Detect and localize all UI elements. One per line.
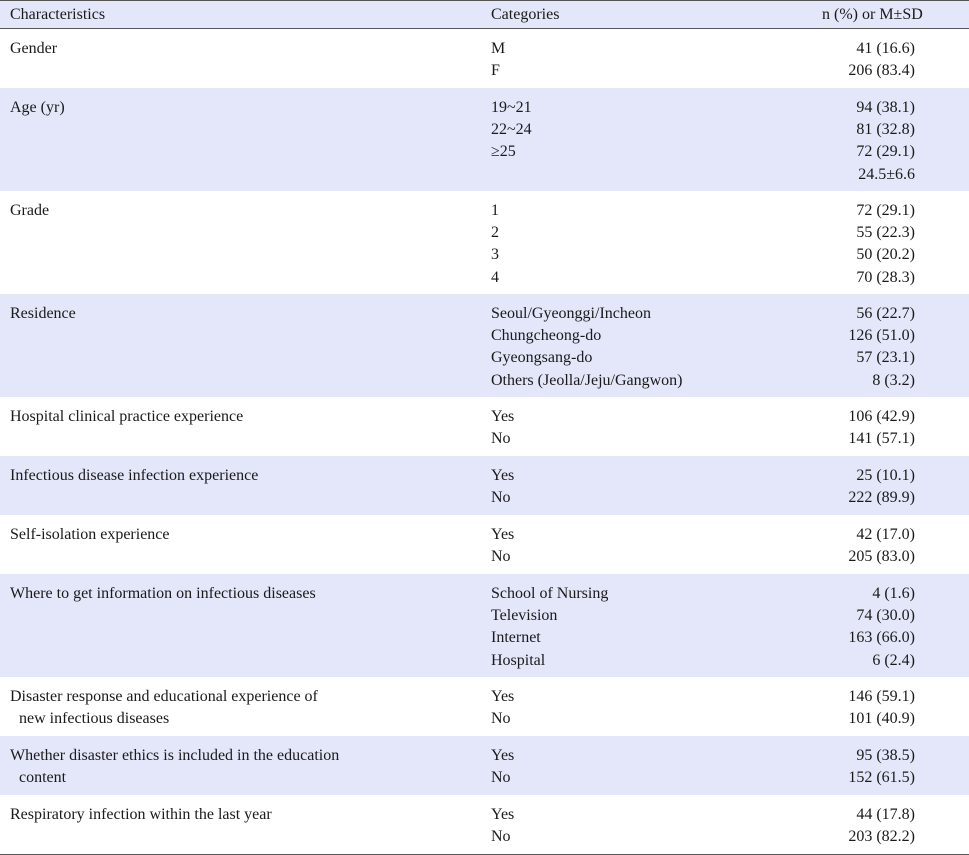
characteristic-label: Where to get information on infectious diseases [10, 585, 316, 602]
category-cell [481, 406, 741, 456]
characteristic-label: Respiratory infection within the last year [10, 806, 272, 823]
value-label: 163 (66.0) [848, 629, 915, 647]
value-label: 55 (22.3) [856, 224, 915, 242]
header-characteristics: Characteristics [10, 5, 106, 23]
category-cell [481, 200, 741, 294]
characteristic-label: Infectious disease infection experience [10, 467, 259, 484]
value-label: 44 (17.8) [856, 806, 915, 823]
category-label: No [491, 769, 511, 787]
value-label: 101 (40.9) [848, 710, 915, 728]
category-label: No [491, 828, 511, 846]
category-label: Yes [491, 408, 515, 425]
characteristic-label: Residence [10, 305, 76, 322]
value-cell [741, 745, 969, 795]
value-label: 72 (29.1) [856, 143, 915, 161]
category-label: School of Nursing [491, 585, 609, 602]
category-label: No [491, 489, 511, 507]
value-label: 57 (23.1) [856, 349, 915, 367]
category-label: No [491, 548, 511, 566]
category-label: No [491, 710, 511, 728]
category-label: Yes [491, 747, 515, 764]
table-body [0, 29, 969, 854]
category-label: 19~21 [491, 99, 532, 116]
table-row [0, 294, 969, 397]
category-label: 3 [491, 246, 499, 264]
value-label: 41 (16.6) [856, 40, 915, 57]
value-label: 222 (89.9) [848, 489, 915, 507]
category-label: 1 [491, 202, 499, 219]
category-cell [481, 97, 741, 191]
category-cell [481, 465, 741, 515]
value-label: 205 (83.0) [848, 548, 915, 566]
characteristic-label: Grade [10, 202, 50, 219]
value-label: 81 (32.8) [856, 121, 915, 139]
category-cell [481, 804, 741, 854]
category-label: Yes [491, 688, 515, 705]
characteristic-cell [0, 200, 481, 294]
characteristic-label: Disaster response and educational experience of [10, 688, 318, 705]
table-row [0, 795, 969, 854]
value-label: 126 (51.0) [848, 327, 915, 345]
value-label: 146 (59.1) [848, 688, 915, 705]
category-label: Internet [491, 629, 541, 647]
value-cell [741, 38, 969, 88]
table-row [0, 397, 969, 456]
category-cell [481, 303, 741, 397]
category-label: 2 [491, 224, 499, 242]
category-label: Yes [491, 467, 515, 484]
value-label: 70 (28.3) [856, 268, 915, 286]
category-label: 4 [491, 268, 499, 286]
characteristic-label: content [19, 769, 67, 787]
table-row [0, 456, 969, 515]
category-label: Television [491, 607, 558, 625]
value-cell [741, 406, 969, 456]
value-label: 206 (83.4) [848, 62, 915, 80]
value-label: 94 (38.1) [856, 99, 915, 116]
table-row [0, 191, 969, 294]
characteristic-label: Whether disaster ethics is included in the education [10, 747, 340, 764]
category-label: No [491, 430, 511, 448]
table-row [0, 736, 969, 795]
characteristic-label: Self-isolation experience [10, 526, 170, 543]
value-label: 152 (61.5) [848, 769, 915, 787]
category-label: F [491, 62, 500, 80]
characteristic-label: Age (yr) [10, 99, 65, 116]
value-label: 74 (30.0) [856, 607, 915, 625]
table-row [0, 88, 969, 191]
value-label: 24.5±6.6 [858, 165, 915, 183]
category-label: Gyeongsang-do [491, 349, 593, 367]
value-cell [741, 303, 969, 397]
value-cell [741, 804, 969, 854]
characteristic-label: new infectious diseases [19, 710, 170, 728]
table-row [0, 574, 969, 677]
category-label: 22~24 [491, 121, 532, 139]
table-row [0, 677, 969, 736]
characteristic-cell [0, 465, 481, 515]
characteristic-cell [0, 804, 481, 854]
value-label: 42 (17.0) [856, 526, 915, 543]
header-values: n (%) or M±SD [822, 5, 923, 23]
value-label: 56 (22.7) [856, 305, 915, 322]
value-cell [741, 97, 969, 191]
table-row [0, 29, 969, 88]
value-cell [741, 465, 969, 515]
category-label: Yes [491, 806, 515, 823]
value-label: 6 (2.4) [872, 651, 915, 669]
value-label: 4 (1.6) [872, 585, 915, 602]
header-categories: Categories [491, 5, 560, 23]
value-label: 141 (57.1) [848, 430, 915, 448]
table-header [0, 0, 969, 29]
value-label: 72 (29.1) [856, 202, 915, 219]
category-label: Chungcheong-do [491, 327, 602, 345]
characteristic-label: Gender [10, 40, 58, 57]
value-cell [741, 583, 969, 677]
characteristic-cell [0, 38, 481, 88]
value-label: 95 (38.5) [856, 747, 915, 764]
category-label: Hospital [491, 651, 546, 669]
category-cell [481, 583, 741, 677]
characteristic-cell [0, 97, 481, 191]
value-label: 106 (42.9) [848, 408, 915, 425]
characteristic-cell [0, 524, 481, 574]
category-label: Seoul/Gyeonggi/Incheon [491, 305, 651, 322]
value-label: 50 (20.2) [856, 246, 915, 264]
category-cell [481, 686, 741, 736]
category-cell [481, 524, 741, 574]
characteristic-cell [0, 686, 481, 736]
category-cell [481, 38, 741, 88]
characteristic-cell [0, 745, 481, 795]
value-label: 8 (3.2) [872, 371, 915, 389]
category-label: Others (Jeolla/Jeju/Gangwon) [491, 371, 683, 389]
table-row [0, 515, 969, 574]
value-cell [741, 524, 969, 574]
characteristic-cell [0, 583, 481, 677]
value-cell [741, 200, 969, 294]
category-label [491, 164, 741, 186]
category-cell [481, 745, 741, 795]
characteristic-label: Hospital clinical practice experience [10, 408, 244, 425]
characteristic-cell [0, 406, 481, 456]
category-label: M [491, 40, 506, 57]
category-label: Yes [491, 526, 515, 543]
value-label: 25 (10.1) [856, 467, 915, 484]
characteristic-cell [0, 303, 481, 397]
value-cell [741, 686, 969, 736]
value-label: 203 (82.2) [848, 828, 915, 846]
category-label: ≥25 [491, 143, 516, 161]
